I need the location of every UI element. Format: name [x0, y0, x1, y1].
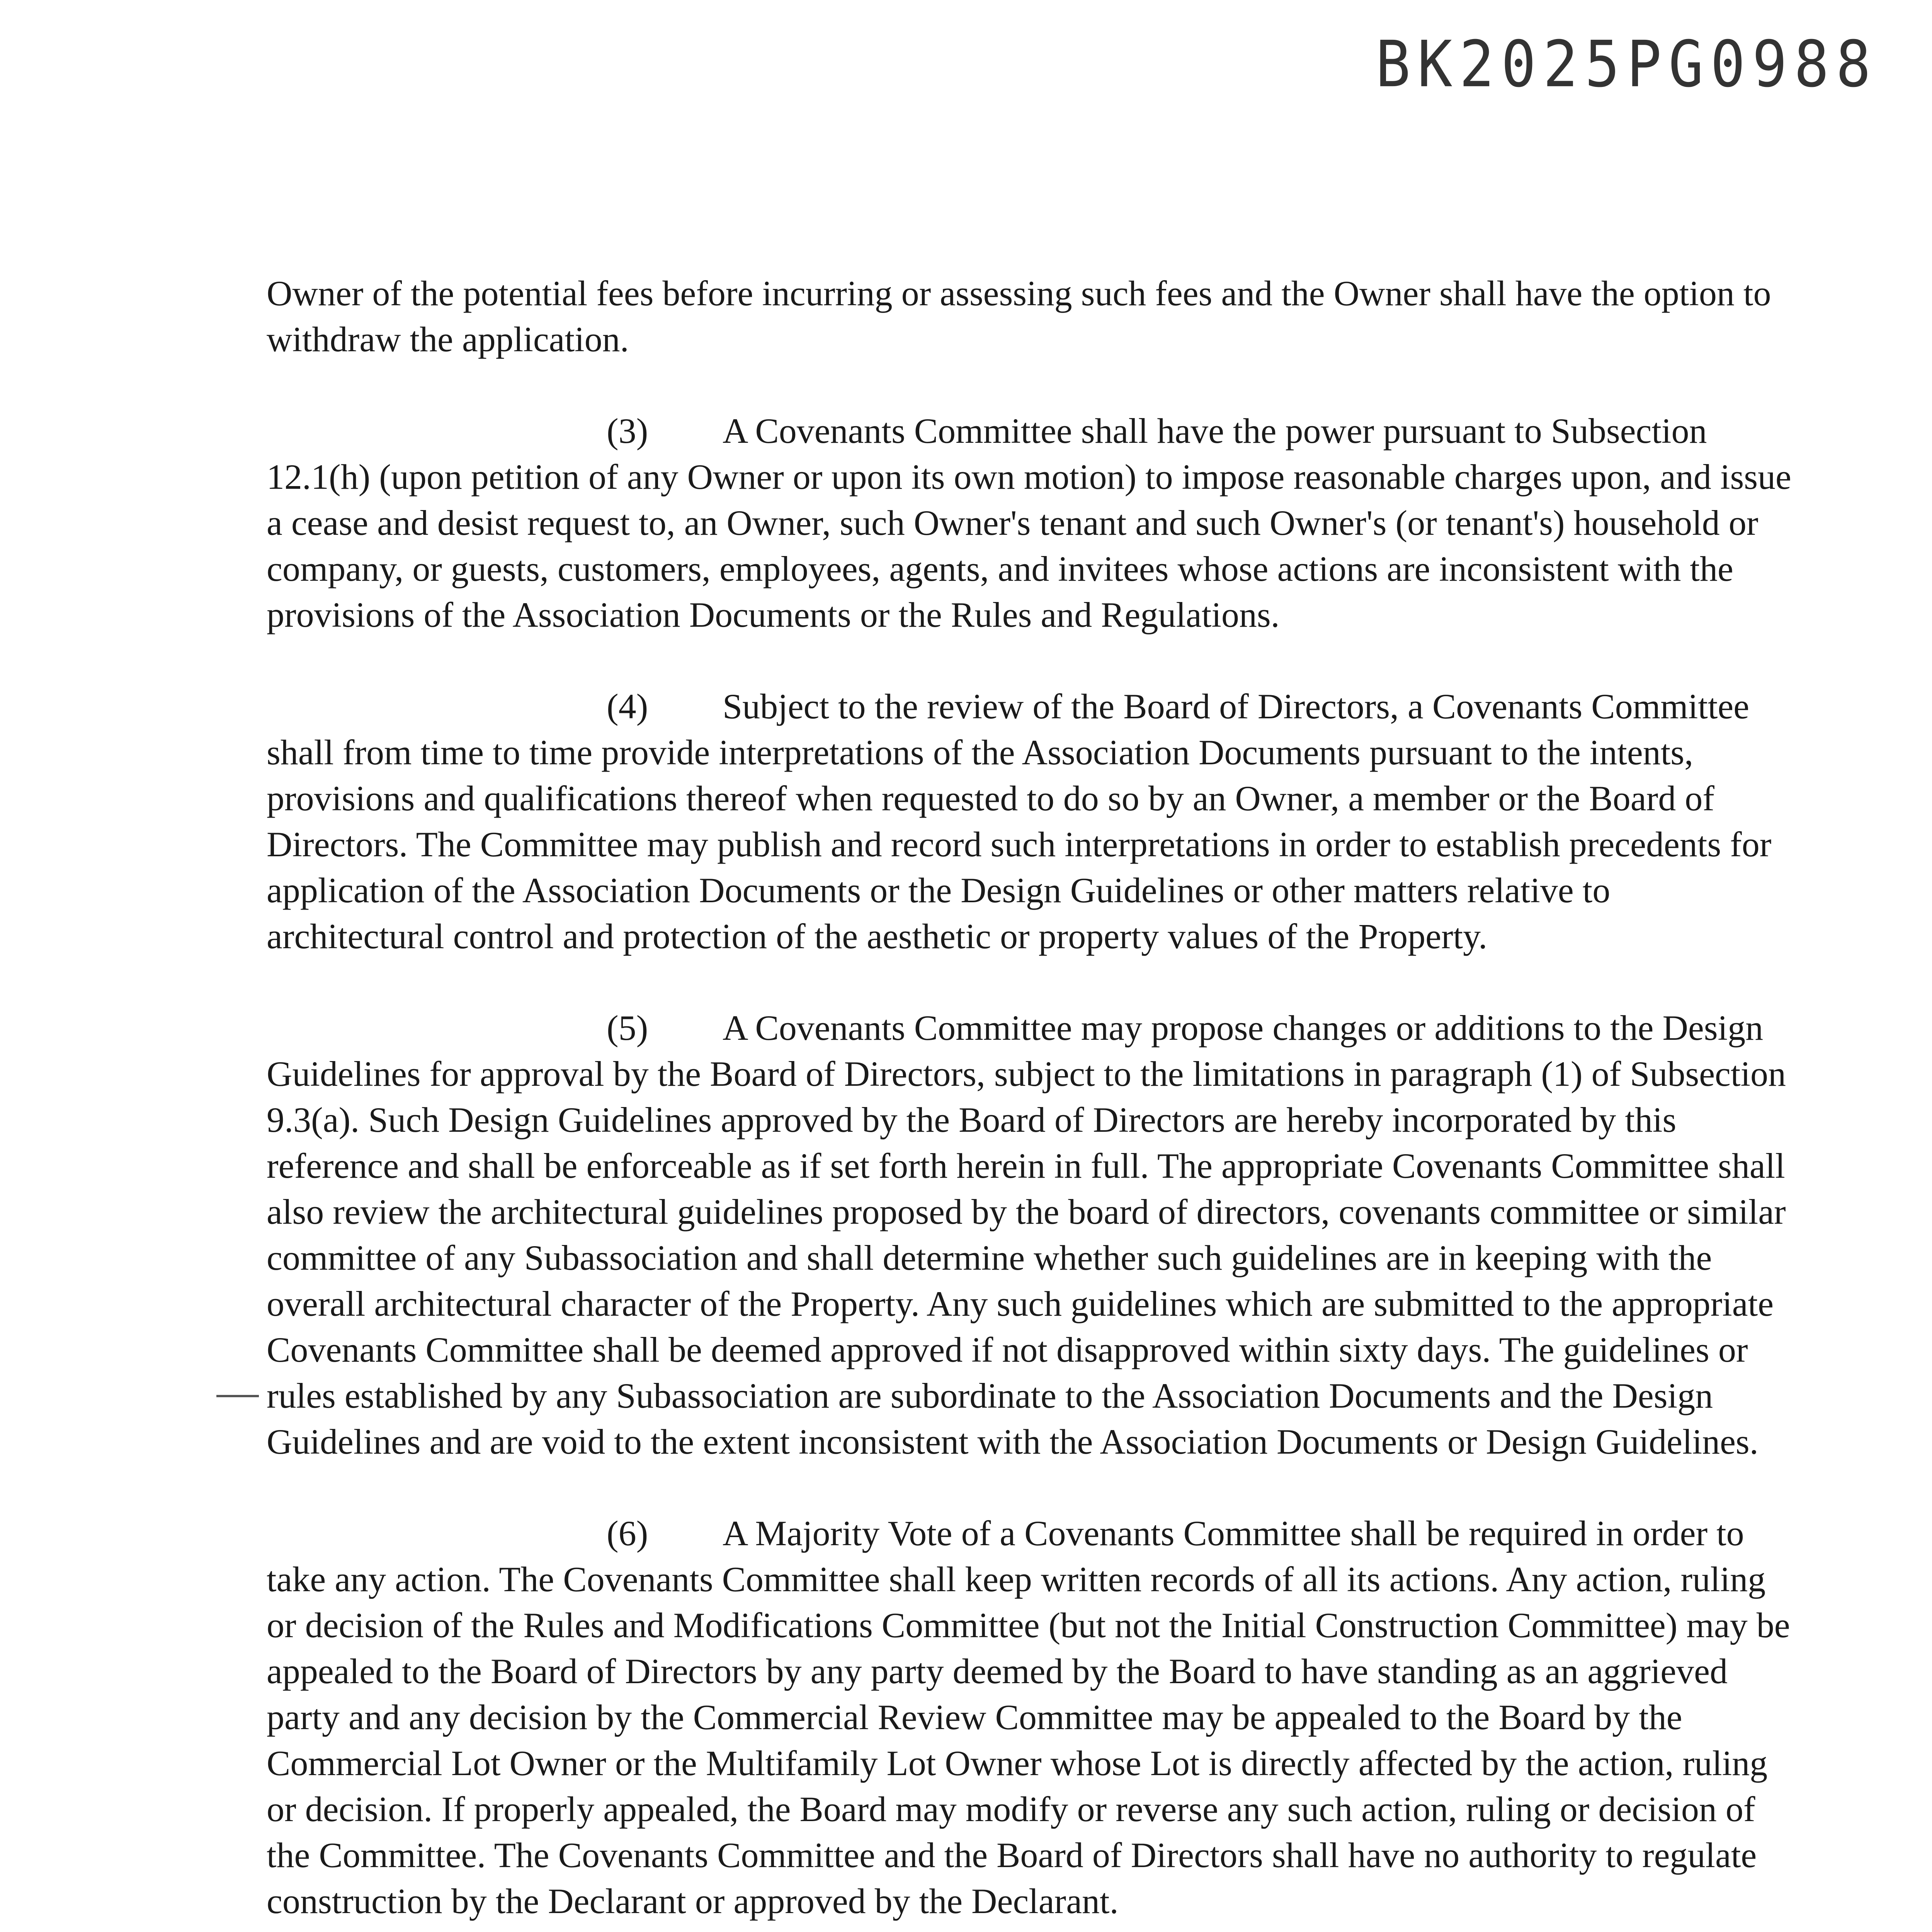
- paragraph-number: (6): [607, 1514, 648, 1553]
- margin-mark: [216, 1395, 259, 1397]
- continuation-paragraph: Owner of the potential fees before incurring or assessing such fees and the Owner shall have the option to withdraw the application.: [267, 274, 1771, 359]
- paragraph-number: (3): [607, 411, 648, 451]
- paragraph-number: (5): [607, 1008, 648, 1048]
- book-page-stamp: BK2025PG0988: [1376, 27, 1878, 102]
- paragraph-text: A Covenants Committee may propose changes or additions to the Design Guidelines for approval by the Board of Directors, subject to the limitations in paragraph (1) of Subsection 9.3(a). Such Design Guidelines approved by the Board of Directors are hereby incorporated by this reference and shall be enforceable as if set forth herein in full. The appropriate Covenants Committee shall also review the architectural guidelines proposed by the board of directors, covenants committee or similar committee of any Subassociation and shall determine whether such guidelines are in keeping with the overall architectural character of the Property. Any such guidelines which are submitted to the appropriate Covenants Committee shall be deemed approved if not disapproved within sixty days. The guidelines or rules established by any Subassociation are subordinate to the Association Documents and the Design Guidelines and are void to the extent inconsistent with the Association Documents or Design Guidelines.: [267, 1008, 1786, 1461]
- paragraph-text: A Majority Vote of a Covenants Committee shall be required in order to take any action. The Covenants Committee shall keep written records of all its actions. Any action, ruling or decision of the Rules and Modifications Committee (but not the Initial Construction Committee) may be appealed to the Board of Directors by any party deemed by the Board to have standing as an aggrieved party and any decision by the Commercial Review Committee may be appealed to the Board by the Commercial Lot Owner or the Multifamily Lot Owner whose Lot is directly affected by the action, ruling or decision. If properly appealed, the Board may modify or reverse any such action, ruling or decision of the Committee. The Covenants Committee and the Board of Directors shall have no authority to regulate construction by the Declarant or approved by the Declarant.: [267, 1514, 1790, 1921]
- paragraph-number: (4): [607, 687, 648, 726]
- document-body: [267, 270, 1793, 1932]
- paragraph-text: Subject to the review of the Board of Directors, a Covenants Committee shall from time to time provide interpretations of the Association Documents pursuant to the intents, provisions and qualifications thereof when requested to do so by an Owner, a member or the Board of Directors. The Committee may publish and record such interpretations in order to establish precedents for application of the Association Documents or the Design Guidelines or other matters relative to architectural control and protection of the aesthetic or property values of the Property.: [267, 687, 1772, 956]
- paragraph-5: [267, 1005, 1793, 1465]
- paragraph-3: [267, 408, 1793, 638]
- paragraph-text: A Covenants Committee shall have the power pursuant to Subsection 12.1(h) (upon petition of any Owner or upon its own motion) to impose reasonable charges upon, and issue a cease and desist request to, an Owner, such Owner's tenant and such Owner's (or tenant's) household or company, or guests, customers, employees, agents, and invitees whose actions are inconsistent with the provisions of the Association Documents or the Rules and Regulations.: [267, 411, 1791, 634]
- paragraph-4: [267, 684, 1793, 959]
- paragraph-6: [267, 1510, 1793, 1924]
